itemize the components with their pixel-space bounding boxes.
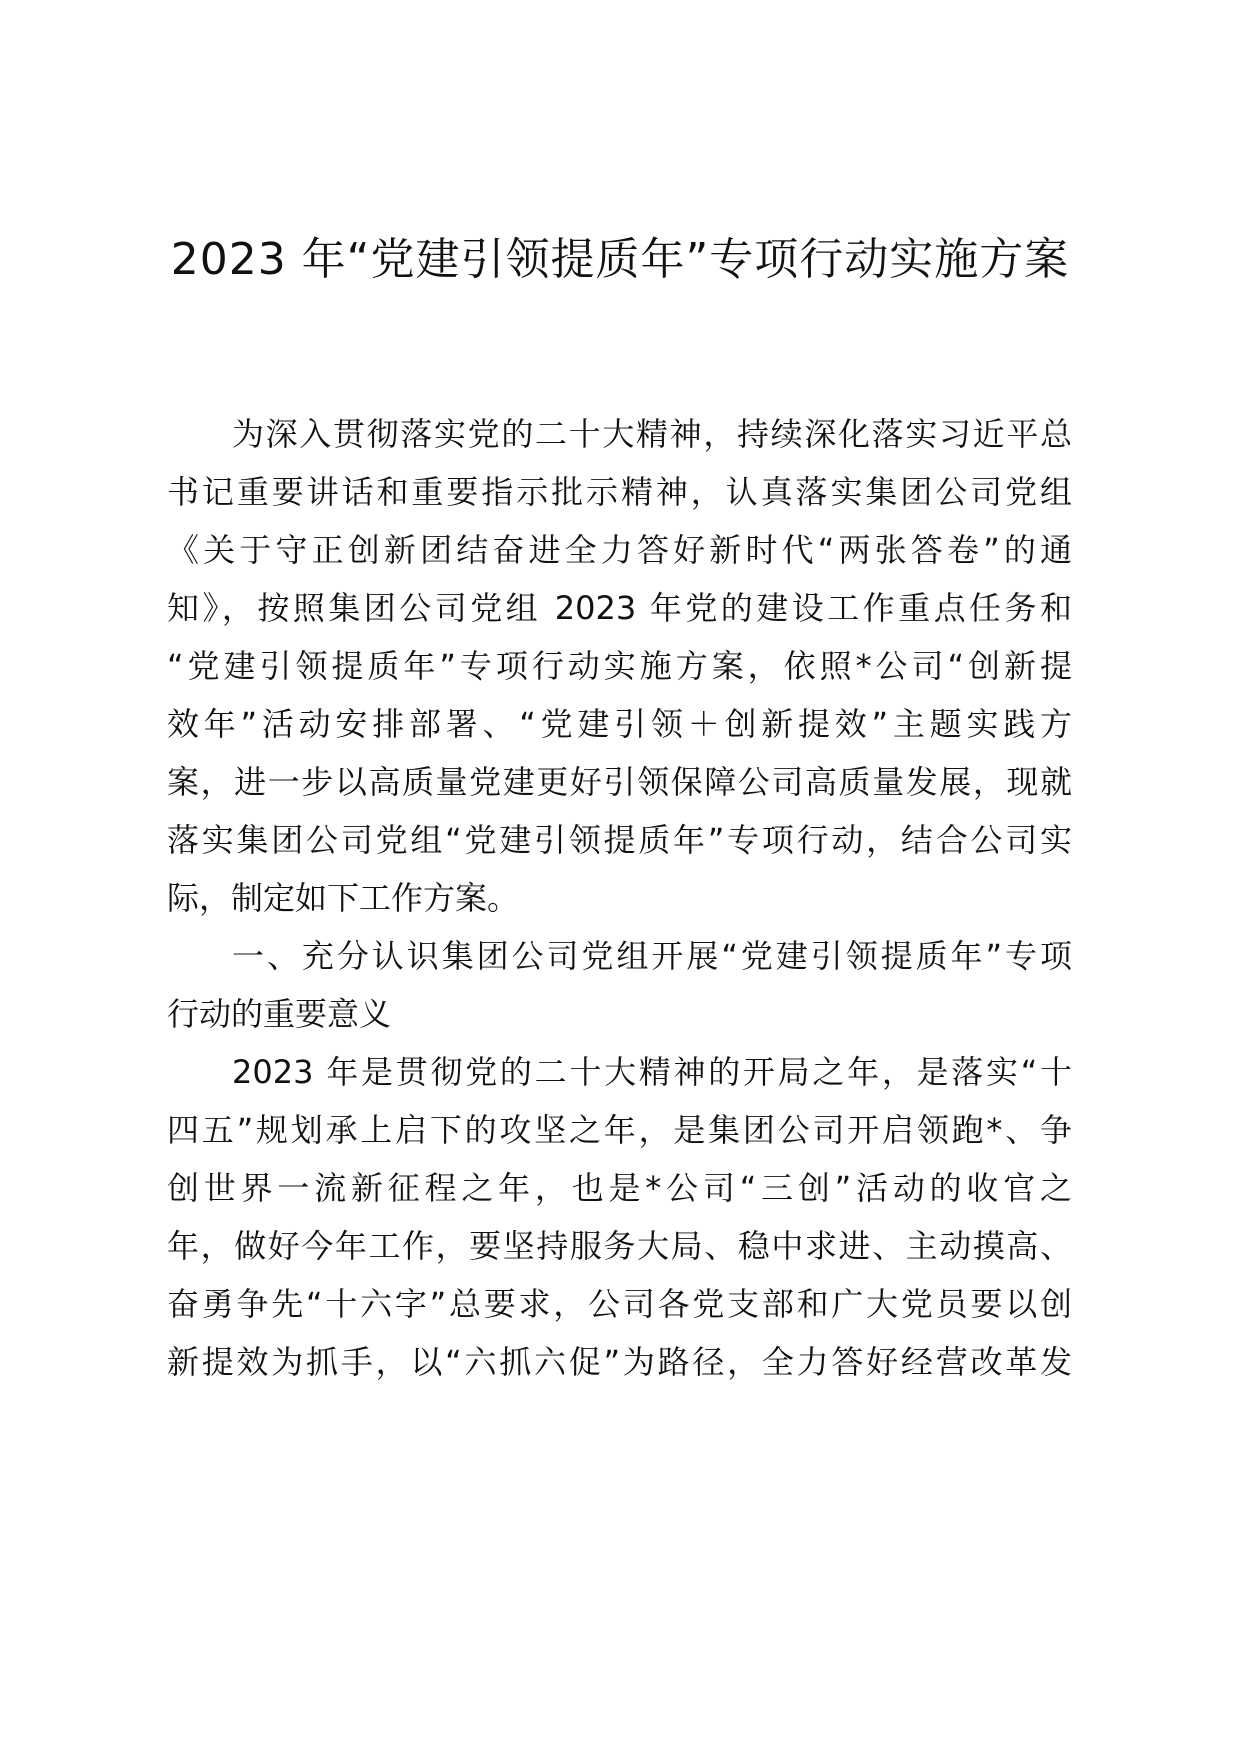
document-title: 2023 年“党建引领提质年”专项行动实施方案 (170, 234, 1070, 285)
body-line: 案，进一步以高质量党建更好引领保障公司高质量发展，现就 (167, 763, 1072, 801)
body-line: 为深入贯彻落实党的二十大精神，持续深化落实习近平总 (232, 415, 1072, 453)
body-line: 新提效为抓手，以“六抓六促”为路径，全力答好经营改革发 (167, 1343, 1072, 1381)
body-line: 奋勇争先“十六字”总要求，公司各党支部和广大党员要以创 (167, 1285, 1072, 1323)
body-line: 《关于守正创新团结奋进全力答好新时代“两张答卷”的通 (167, 531, 1072, 569)
body-line: 落实集团公司党组“党建引领提质年”专项行动，结合公司实 (167, 821, 1072, 859)
body-line: 知》，按照集团公司党组 2023 年党的建设工作重点任务和 (167, 589, 1072, 627)
body-line: 际，制定如下工作方案。 (167, 879, 520, 917)
section-heading-line: 行动的重要意义 (167, 995, 392, 1033)
body-line: 创世界一流新征程之年，也是*公司“三创”活动的收官之 (167, 1169, 1072, 1207)
body-line: 2023 年是贯彻党的二十大精神的开局之年，是落实“十 (232, 1053, 1072, 1091)
body-line: 四五”规划承上启下的攻坚之年，是集团公司开启领跑*、争 (167, 1111, 1072, 1149)
body-line: 效年”活动安排部署、“党建引领＋创新提效”主题实践方 (167, 705, 1072, 743)
body-line: “党建引领提质年”专项行动实施方案，依照*公司“创新提 (167, 647, 1072, 685)
body-line: 年，做好今年工作，要坚持服务大局、稳中求进、主动摸高、 (167, 1227, 1072, 1265)
section-heading-line: 一、充分认识集团公司党组开展“党建引领提质年”专项 (232, 937, 1072, 975)
body-line: 书记重要讲话和重要指示批示精神，认真落实集团公司党组 (167, 473, 1072, 511)
